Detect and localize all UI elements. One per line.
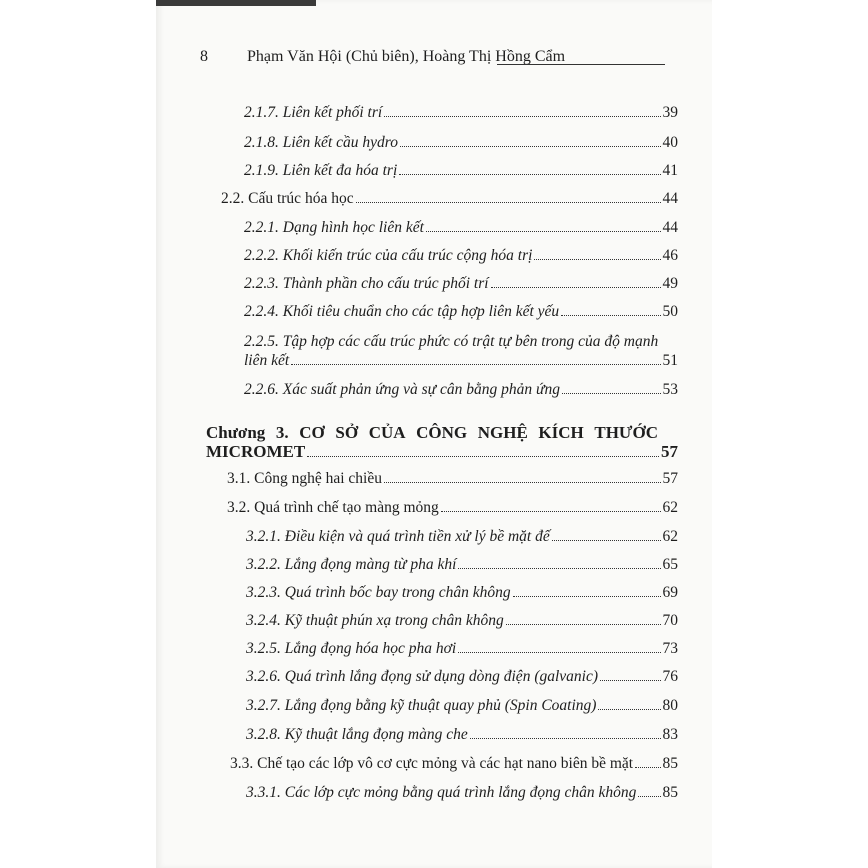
toc-entry-3-2-1[interactable] <box>246 528 678 548</box>
toc-entry-label: 2.2. Cấu trúc hóa học <box>221 190 354 207</box>
toc-page-number: 41 <box>662 162 678 179</box>
toc-entry-label: 3.2. Quá trình chế tạo màng mỏng <box>227 499 439 516</box>
toc-page-number: 62 <box>662 528 678 545</box>
toc-entry-2-2-3[interactable] <box>244 275 678 295</box>
toc-entry-label: 2.1.9. Liên kết đa hóa trị <box>244 162 398 179</box>
toc-entry-3-3[interactable] <box>230 755 678 775</box>
leader-dots <box>491 287 661 288</box>
toc-page-number: 50 <box>662 303 678 320</box>
toc-page-number: 80 <box>662 697 678 714</box>
toc-entry-2-2-4[interactable] <box>244 303 678 323</box>
toc-entry-label: 3.2.2. Lắng đọng màng từ pha khí <box>246 556 457 573</box>
toc-page-number: 65 <box>662 556 678 573</box>
toc-page-number: 57 <box>661 442 678 461</box>
leader-dots <box>356 202 661 203</box>
leader-dots <box>534 259 660 260</box>
toc-entry-label: 3.2.7. Lắng đọng bằng kỹ thuật quay phủ (Spin Coating) <box>246 697 597 714</box>
toc-entry-3-2-5[interactable] <box>246 640 678 660</box>
toc-entry-label: 2.2.6. Xác suất phản ứng và sự cân bằng phản ứng <box>244 381 560 398</box>
toc-page-number: 85 <box>662 755 678 772</box>
toc-entry-label: 2.2.3. Thành phần cho cấu trúc phối trí <box>244 275 489 292</box>
toc-entry-2-1-7[interactable] <box>244 104 678 124</box>
toc-page-number: 83 <box>662 726 678 743</box>
toc-entry-label: 3.2.1. Điều kiện và quá trình tiền xử lý bề mặt đế <box>246 528 550 545</box>
toc-entry-label: 2.2.2. Khối kiến trúc của cấu trúc cộng hóa trị <box>244 247 533 264</box>
toc-entry-label: 2.1.7. Liên kết phối trí <box>244 104 383 121</box>
toc-entry-2-2[interactable] <box>221 190 678 210</box>
leader-dots <box>552 540 661 541</box>
toc-entry-3-2-7[interactable] <box>246 697 678 717</box>
leader-dots <box>562 393 661 394</box>
toc-entry-3-3-1[interactable] <box>246 784 678 804</box>
toc-page-number: 70 <box>662 612 678 629</box>
toc-page-number: 76 <box>662 668 678 685</box>
toc-entry-3-2-4[interactable] <box>246 612 678 632</box>
leader-dots <box>470 738 661 739</box>
left-margin <box>0 0 156 868</box>
toc-entry-3-2-8[interactable] <box>246 726 678 746</box>
leader-dots <box>426 231 661 232</box>
toc-entry-label: 3.2.3. Quá trình bốc bay trong chân không <box>246 584 511 601</box>
toc-entry-label: 2.2.1. Dạng hình học liên kết <box>244 219 424 236</box>
toc-entry-3-2-3[interactable] <box>246 584 678 604</box>
toc-page-number: 62 <box>662 499 678 516</box>
leader-dots <box>307 456 659 457</box>
toc-page-number: 44 <box>662 190 678 207</box>
toc-entry-label: 3.2.4. Kỹ thuật phún xạ trong chân không <box>246 612 504 629</box>
header-rule <box>497 64 665 65</box>
toc-entry-3-2-2[interactable] <box>246 556 678 576</box>
toc-page-number: 73 <box>662 640 678 657</box>
leader-dots <box>291 364 660 365</box>
toc-entry-label: 3.1. Công nghệ hai chiều <box>227 470 382 487</box>
toc-entry-2-1-8[interactable] <box>244 134 678 154</box>
leader-dots <box>635 767 660 768</box>
toc-entry-3-2-6[interactable] <box>246 668 678 688</box>
page-number: 8 <box>200 48 208 65</box>
toc-entry-2-2-6[interactable] <box>244 381 678 401</box>
toc-entry-2-2-1[interactable] <box>244 219 678 239</box>
toc-page-number: 44 <box>662 219 678 236</box>
toc-entry-label: 3.2.8. Kỹ thuật lắng đọng màng che <box>246 726 468 743</box>
toc-entry-2-2-5-line1[interactable]: 2.2.5. Tập hợp các cấu trúc phức có trật tự bên trong của độ mạnh <box>244 333 659 350</box>
toc-page-number: 53 <box>662 381 678 398</box>
toc-page-number: 69 <box>662 584 678 601</box>
leader-dots <box>458 652 660 653</box>
leader-dots <box>384 482 661 483</box>
toc-entry-3-1[interactable] <box>227 470 678 490</box>
toc-page-number: 40 <box>662 134 678 151</box>
toc-entry-label: 3.2.5. Lắng đọng hóa học pha hơi <box>246 640 457 657</box>
leader-dots <box>598 709 660 710</box>
toc-entry-2-1-9[interactable] <box>244 162 678 182</box>
toc-page-number: 46 <box>662 247 678 264</box>
toc-page-number: 39 <box>662 104 678 121</box>
toc-page-number: 57 <box>662 470 678 487</box>
leader-dots <box>600 680 660 681</box>
leader-dots <box>458 568 660 569</box>
toc-entry-label: 2.2.4. Khối tiêu chuẩn cho các tập hợp liên kết yếu <box>244 303 560 320</box>
toc-entry-label: 2.1.8. Liên kết cầu hydro <box>244 134 398 151</box>
toc-entry-2-2-2[interactable] <box>244 247 678 267</box>
toc-page-number: 51 <box>662 352 678 369</box>
leader-dots <box>399 174 660 175</box>
toc-entry-label: liên kết <box>244 352 290 369</box>
toc-entry-2-2-5[interactable] <box>244 352 678 372</box>
toc-entry-3-2[interactable] <box>227 499 678 519</box>
toc-entry-chapter-3[interactable] <box>206 442 678 462</box>
leader-dots <box>638 796 660 797</box>
chapter-3-heading-line1[interactable]: Chương 3. CƠ SỞ CỦA CÔNG NGHỆ KÍCH THƯỚC <box>206 423 658 442</box>
leader-dots <box>384 116 660 117</box>
leader-dots <box>506 624 661 625</box>
leader-dots <box>513 596 661 597</box>
toc-entry-label: 3.2.6. Quá trình lắng đọng sử dụng dòng điện (galvanic) <box>246 668 599 685</box>
toc-entry-label: MICROMET <box>206 442 306 461</box>
leader-dots <box>400 146 661 147</box>
top-edge-rule <box>156 0 316 6</box>
leader-dots <box>441 511 661 512</box>
leader-dots <box>561 315 660 316</box>
toc-page-number: 85 <box>662 784 678 801</box>
toc-page-number: 49 <box>662 275 678 292</box>
running-title: Phạm Văn Hội (Chủ biên), Hoàng Thị Hồng Cẩm <box>247 48 566 65</box>
toc-entry-label: 3.3. Chế tạo các lớp vô cơ cực mỏng và các hạt nano biên bề mặt <box>230 755 634 772</box>
right-margin <box>712 0 868 868</box>
toc-entry-label: 3.3.1. Các lớp cực mỏng bằng quá trình lắng đọng chân không <box>246 784 637 801</box>
